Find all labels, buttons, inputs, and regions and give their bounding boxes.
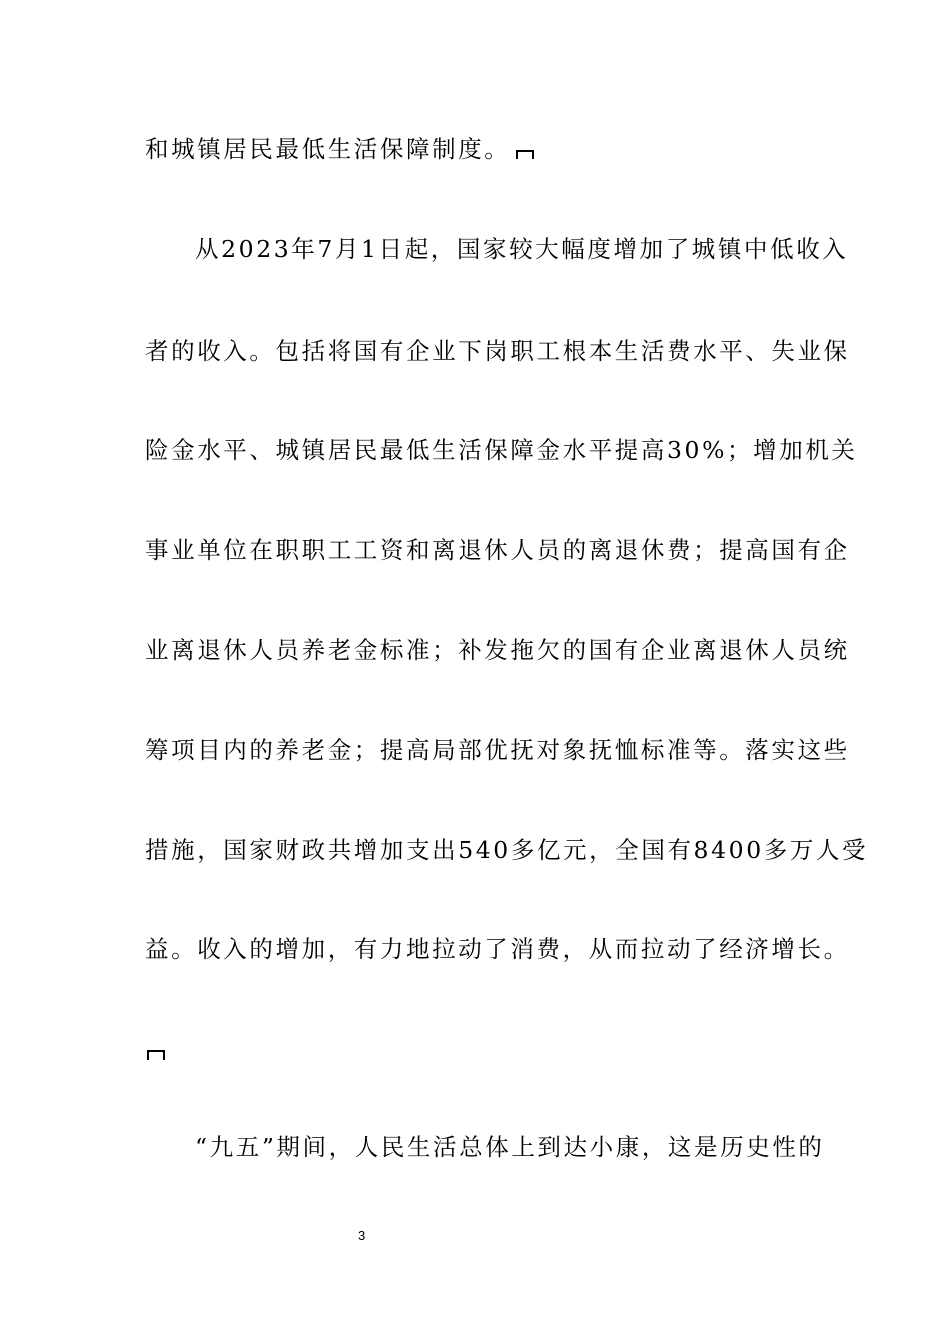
text-line-1 — [145, 134, 534, 164]
text-line-2: 从2023年7月1日起，国家较大幅度增加了城镇中低收入 — [195, 235, 849, 263]
text-line-3: 者的收入。包括将国有企业下岗职工根本生活费水平、失业保 — [145, 337, 850, 365]
text-line-8: 措施，国家财政共增加支出540多亿元，全国有8400多万人受 — [145, 836, 869, 864]
text-line-10: “九五”期间，人民生活总体上到达小康，这是历史性的 — [195, 1133, 825, 1161]
text-line-5: 事业单位在职职工工资和离退休人员的离退休费；提高国有企 — [145, 536, 850, 564]
paragraph-mark-icon — [147, 1050, 165, 1060]
text-line-9: 益。收入的增加，有力地拉动了消费，从而拉动了经济增长。 — [145, 935, 850, 963]
text-line-1-content: 和城镇居民最低生活保障制度。 — [145, 135, 511, 163]
paragraph-mark-icon — [516, 150, 534, 159]
page-number: 3 — [358, 1228, 366, 1243]
text-line-4: 险金水平、城镇居民最低生活保障金水平提高30%；增加机关 — [145, 436, 858, 464]
text-line-7: 筹项目内的养老金；提高局部优抚对象抚恤标准等。落实这些 — [145, 736, 850, 764]
text-line-6: 业离退休人员养老金标准；补发拖欠的国有企业离退休人员统 — [145, 636, 850, 664]
